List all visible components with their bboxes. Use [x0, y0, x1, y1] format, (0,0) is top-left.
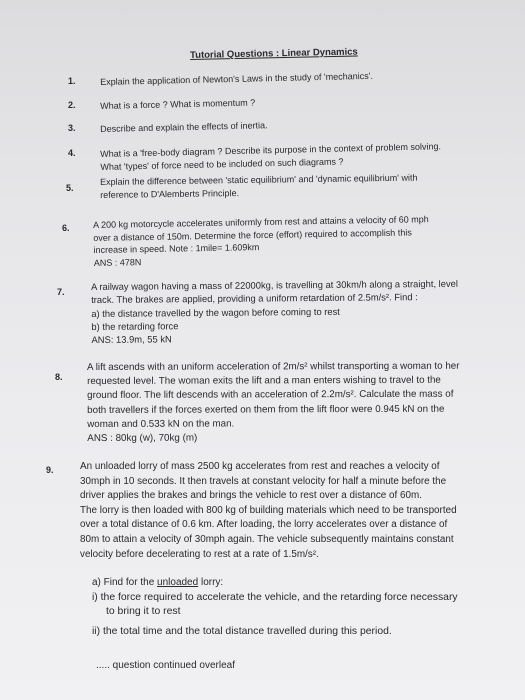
footer-continued-note: ..... question continued overleaf — [96, 660, 235, 671]
question-text-line: a) the distance travelled by the wagon before coming to rest — [91, 305, 340, 319]
question-text: Explain the application of Newton's Laws in the study of 'mechanics'. — [100, 70, 373, 87]
question-text-line: track. The brakes are applied, providing a uniform retardation of 2.5m/s². Find : — [91, 291, 418, 306]
question-text-line: Explain the difference between 'static equilibrium' and 'dynamic equilibrium' with — [100, 172, 418, 187]
question-number: 2. — [68, 100, 76, 110]
question-text-line: The lorry is then loaded with 800 kg of building materials which need to be transported — [80, 504, 457, 516]
question-text-line: both travellers if the forces exerted on them from the lift floor were 0.945 kN on the — [87, 403, 445, 416]
question-text-line: A railway wagon having a mass of 22000kg, is travelling at 30km/h along a straight, level — [91, 277, 458, 292]
subpart-a — [92, 576, 458, 591]
question-number: 8. — [55, 372, 63, 382]
question-text-line: A lift ascends with an uniform acceleration of 2m/s² whilst transporting a woman to her — [87, 360, 460, 373]
question-number: 9. — [46, 465, 54, 475]
question-number: 3. — [68, 123, 76, 133]
question-text-line: woman and 0.533 kN on the man. — [87, 418, 235, 430]
question-text-line: increase in speed. Note : 1mile= 1.609km — [93, 242, 260, 255]
question-text-line: ground floor. The lift descends with an acceleration of 2.2m/s². Calculate the mass of — [87, 389, 454, 402]
page-title: Tutorial Questions : Linear Dynamics — [190, 46, 358, 61]
question-text: What is a force ? What is momentum ? — [100, 97, 256, 111]
answer-text: ANS : 478N — [93, 256, 142, 268]
question-text-line: over a total distance of 0.6 km. After loading, the lorry accelerates over a distance of — [80, 519, 448, 531]
question-text-line: A 200 kg motorcycle accelerates uniformly from rest and attains a velocity of 60 mph — [93, 214, 429, 230]
question-text-line: requested level. The woman exits the lift and a man enters wishing to travel to the — [87, 374, 441, 388]
question-text-line: What 'types' of force need to be included on such diagrams ? — [100, 155, 344, 172]
answer-text: ANS: 13.9m, 55 kN — [91, 333, 172, 346]
question-text-line: 80m to attain a velocity of 30mph again. The vehicle subsequently maintains constant — [80, 533, 454, 545]
subpart-a-underlined: unloaded — [157, 577, 199, 588]
subpart-i-line-2: to bring it to rest — [106, 606, 181, 617]
question-text-line: reference to D'Alemberts Principle. — [100, 187, 240, 200]
question-number: 7. — [57, 287, 65, 297]
question-number: 6. — [62, 223, 70, 233]
subpart-ii: ii) the total time and the total distance travelled during this period. — [92, 625, 392, 637]
question-number: 4. — [68, 148, 76, 158]
subpart-a-suffix: lorry: — [198, 577, 224, 588]
question-text-line: 30mph in 10 seconds. It then travels at constant velocity for half a minute before the — [80, 475, 447, 487]
answer-text: ANS : 80kg (w), 70kg (m) — [87, 432, 198, 445]
subpart-i-line-1: i) the force required to accelerate the vehicle, and the retarding force necessary — [92, 591, 458, 603]
question-text-line: velocity before decelerating to rest at a rate of 1.5m/s². — [80, 548, 319, 560]
question-text-line: An unloaded lorry of mass 2500 kg accelerates from rest and reaches a velocity of — [80, 461, 440, 472]
question-number: 5. — [66, 183, 74, 193]
question-text-line: What is a 'free-body diagram ? Describe its purpose in the context of problem solving. — [100, 141, 442, 159]
subpart-a-prefix: a) Find for the — [92, 577, 158, 588]
question-number: 1. — [68, 76, 76, 86]
question-9-subparts — [92, 576, 458, 639]
question-text-line: driver applies the brakes and brings the vehicle to rest over a distance of 60m. — [80, 490, 422, 502]
question-text-line: b) the retarding force — [91, 320, 179, 332]
question-text-line: over a distance of 150m. Determine the force (effort) required to accomplish this — [93, 226, 412, 243]
question-text: Describe and explain the effects of inertia. — [100, 120, 268, 134]
